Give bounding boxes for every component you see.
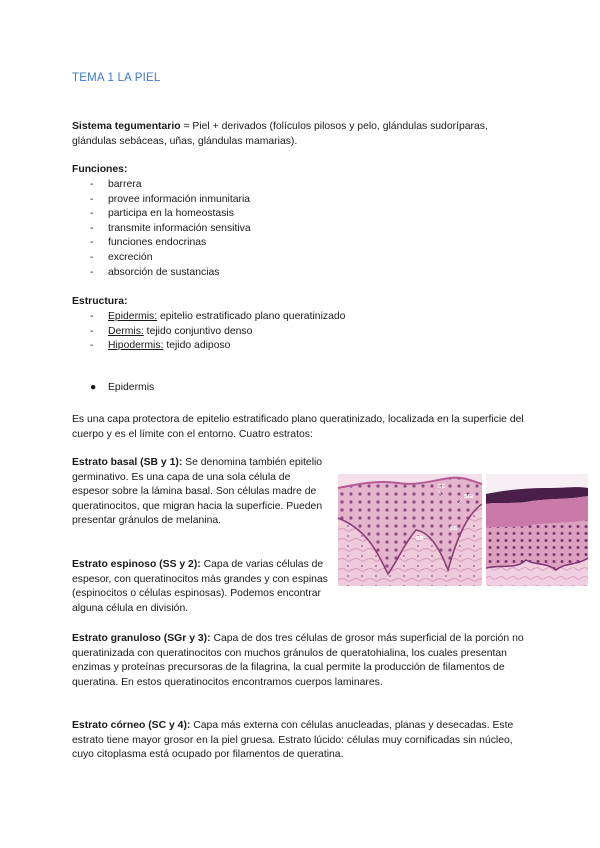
sistema-term: Sistema tegumentario xyxy=(72,121,181,132)
list-item: - provee información inmunitaria xyxy=(90,193,251,205)
document-title: TEMA 1 LA PIEL xyxy=(72,72,161,84)
histology-image-thin-skin xyxy=(338,474,482,586)
bullet-icon: ● xyxy=(90,382,97,393)
list-item: - Dermis: tejido conjuntivo denso xyxy=(90,325,253,337)
estructura-heading: Estructura: xyxy=(72,296,128,307)
list-item: - Hipodermis: tejido adiposo xyxy=(90,340,231,352)
epidermis-intro: Es una capa protectora de epitelio estratificado plano queratinizado, localizada en la superficie del cuerpo y es el límite con el entorno. Cuatro estratos: xyxy=(72,414,524,440)
estrato-corneo-paragraph: Estrato córneo (SC y 4): Capa más externa con células anucleadas, planas y desecadas. Este estrato tiene mayor grosor en la piel gruesa. Estrato lúcido: células muy cornificadas sin núcleo, cuyo citoplasma está ocupado por filamentos de queratina. xyxy=(72,720,514,761)
figure-label-sgr: SGr xyxy=(464,494,475,500)
estrato-granuloso-paragraph: Estrato granuloso (SGr y 3): Capa de dos tres células de grosor más superficial de la porción no queratinizada con queratinocitos con muchos gránulos de queratohialina, los cuales presentan enzimas y proteínas precursoras de la filagrina, la cual permite la producción de filamentos de queratina. En estos queratinocitos encontramos cuerpos laminares. xyxy=(72,633,524,688)
list-item: - barrera xyxy=(90,179,142,190)
funciones-list xyxy=(72,178,512,280)
sistema-text: = Piel + derivados (folículos pilosos y pelo, glándulas sudoríparas, glándulas sebáceas, uñas, glándulas mamarias). xyxy=(72,121,488,147)
estrato-basal-paragraph: Estrato basal (SB y 1): Se denomina también epitelio germinativo. Es una capa de una sola célula de espesor sobre la lámina basal. Son células madre de queratinocitos, que migran hacia la superficie. Pueden presentar gránulos de melanina. xyxy=(72,457,323,527)
figure-label-sb: SB xyxy=(416,536,424,542)
epidermis-bullet: ● Epidermis xyxy=(90,381,290,397)
list-item: - participa en la homeostasis xyxy=(90,208,234,220)
list-item: - funciones endocrinas xyxy=(90,237,207,249)
funciones-heading: Funciones: xyxy=(72,164,128,175)
list-item: - Epidermis: epitelio estratificado plano queratinizado xyxy=(90,311,346,322)
sistema-tegumentario-paragraph xyxy=(72,120,532,149)
histology-image-thick-skin xyxy=(486,474,588,586)
figure-label-ss: SS xyxy=(450,526,458,532)
list-item: - transmite información sensitiva xyxy=(90,222,251,234)
estrato-espinoso-paragraph: Estrato espinoso (SS y 2): Capa de varias células de espesor, con queratinocitos más grandes y con espinas (espinocitos o células espinosas). Podemos encontrar alguna célula en división. xyxy=(72,559,328,614)
figure-label-sc: SC xyxy=(438,484,446,490)
estructura-list xyxy=(72,310,512,354)
list-item: - absorción de sustancias xyxy=(90,266,220,278)
list-item: - excreción xyxy=(90,251,153,263)
